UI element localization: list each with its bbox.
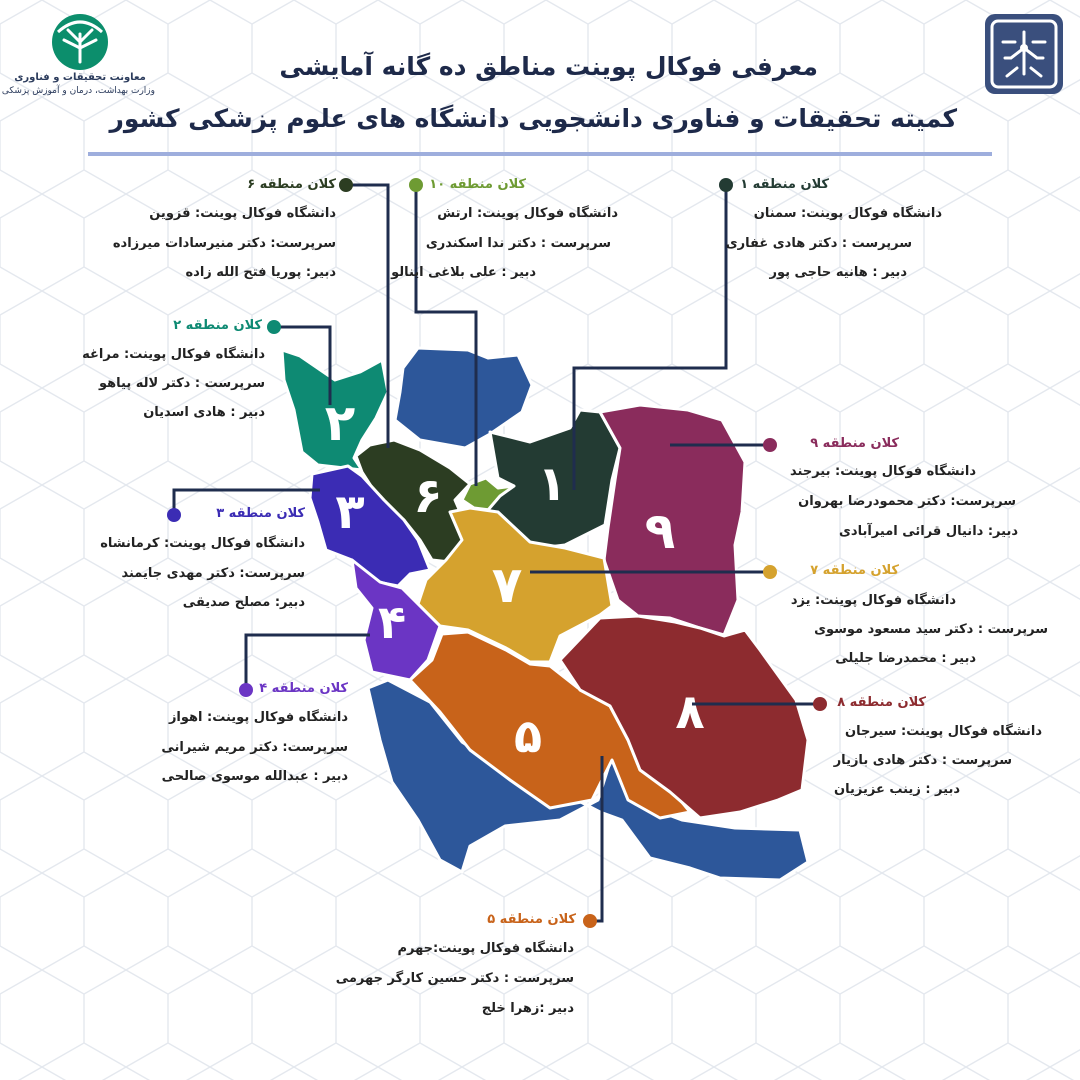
dot-region-4 bbox=[239, 683, 253, 697]
region-2-heading: کلان منطقه ۲ bbox=[173, 318, 262, 333]
region-4-heading: کلان منطقه ۴ bbox=[259, 681, 348, 696]
dot-region-8 bbox=[813, 697, 827, 711]
ministry-logo-line1: معاونت تحقیقات و فناوری bbox=[14, 72, 146, 83]
dot-region-2 bbox=[267, 320, 281, 334]
region-4-supervisor: سرپرست: دکتر مریم شیرانی bbox=[161, 740, 348, 755]
region-1-supervisor: سرپرست : دکتر هادی غفاری bbox=[725, 236, 912, 251]
region-10-secretary: دبیر : علی بلاغی اینالو bbox=[391, 265, 536, 280]
region-8-heading: کلان منطقه ۸ bbox=[837, 695, 926, 710]
region-6-focal: دانشگاه فوکال پوینت: قزوین bbox=[149, 206, 336, 221]
dot-region-5 bbox=[583, 914, 597, 928]
map-number-4: ۴ bbox=[377, 595, 407, 649]
dot-region-1 bbox=[719, 178, 733, 192]
region-5-supervisor: سرپرست : دکتر حسین کارگر جهرمی bbox=[335, 971, 574, 986]
region-9-supervisor: سرپرست: دکتر محمودرضا بهروان bbox=[798, 494, 1016, 509]
region-4-secretary: دبیر : عبدالله موسوی صالحی bbox=[161, 769, 348, 784]
region-9-heading: کلان منطقه ۹ bbox=[810, 436, 899, 451]
map-area-northwest-blue bbox=[395, 348, 532, 448]
region-9-focal: دانشگاه فوکال پوینت: بیرجند bbox=[790, 464, 976, 479]
region-7-focal: دانشگاه فوکال پوینت: یزد bbox=[790, 593, 956, 608]
region-3-supervisor: سرپرست: دکتر مهدی جایمند bbox=[121, 566, 305, 581]
region-5-heading: کلان منطقه ۵ bbox=[487, 912, 576, 927]
dot-region-10 bbox=[409, 178, 423, 192]
map-number-9: ۹ bbox=[644, 502, 676, 560]
dot-region-6 bbox=[339, 178, 353, 192]
dot-region-7 bbox=[763, 565, 777, 579]
region-5-focal: دانشگاه فوکال پوینت:جهرم bbox=[397, 941, 574, 956]
region-2-supervisor: سرپرست : دکتر لاله پیاهو bbox=[99, 376, 265, 391]
map-number-8: ۸ bbox=[675, 684, 705, 740]
region-10-supervisor: سرپرست : دکتر ندا اسکندری bbox=[425, 236, 611, 251]
dot-region-9 bbox=[763, 438, 777, 452]
map-number-6: ۶ bbox=[413, 468, 443, 524]
region-2-focal: دانشگاه فوکال پوینت: مراغه bbox=[82, 347, 265, 362]
region-9-secretary: دبیر: دانیال قرائی امیرآبادی bbox=[839, 524, 1018, 539]
region-7-supervisor: سرپرست : دکتر سید مسعود موسوی bbox=[814, 622, 1048, 637]
ministry-logo-line2: وزارت بهداشت، درمان و آموزش پزشکی bbox=[1, 86, 155, 96]
region-10-heading: کلان منطقه ۱۰ bbox=[429, 177, 526, 192]
map-number-1: ۱ bbox=[537, 456, 567, 512]
map-number-2: ۲ bbox=[324, 394, 356, 452]
region-6-supervisor: سرپرست: دکتر منیرسادات میرزاده bbox=[112, 236, 336, 251]
map-number-7: ۷ bbox=[491, 556, 523, 614]
region-4-focal: دانشگاه فوکال پوینت: اهواز bbox=[168, 710, 348, 725]
region-3-heading: کلان منطقه ۳ bbox=[216, 506, 305, 521]
page-title-line1: معرفی فوکال پوینت مناطق ده گانه آمایشی bbox=[279, 52, 818, 81]
region-8-focal: دانشگاه فوکال پوینت: سیرجان bbox=[844, 724, 1042, 739]
region-8-secretary: دبیر : زینب عزیزیان bbox=[834, 782, 960, 797]
region-6-secretary: دبیر: پوریا فتح الله زاده bbox=[185, 265, 336, 280]
region-5-secretary: دبیر :زهرا خلج bbox=[481, 1001, 574, 1016]
region-3-focal: دانشگاه فوکال پوینت: کرمانشاه bbox=[100, 536, 305, 551]
region-1-secretary: دبیر : هانیه حاجی پور bbox=[769, 265, 907, 280]
region-7-secretary: دبیر : محمدرضا جلیلی bbox=[835, 651, 976, 666]
region-2-secretary: دبیر : هادی اسدیان bbox=[143, 405, 265, 420]
region-1-focal: دانشگاه فوکال پوینت: سمنان bbox=[753, 206, 942, 221]
map-number-3: ۳ bbox=[335, 484, 365, 540]
region-8-supervisor: سرپرست : دکتر هادی بازیار bbox=[833, 753, 1012, 768]
region-1-heading: کلان منطقه ۱ bbox=[740, 177, 829, 192]
dot-region-3 bbox=[167, 508, 181, 522]
region-7-heading: کلان منطقه ۷ bbox=[810, 563, 899, 578]
page-title-line2: کمیته تحقیقات و فناوری دانشجویی دانشگاه های علوم پزشکی کشور bbox=[109, 104, 957, 133]
region-10-focal: دانشگاه فوکال پوینت: ارتش bbox=[437, 206, 618, 221]
region-6-heading: کلان منطقه ۶ bbox=[247, 177, 336, 192]
map-number-5: ۵ bbox=[513, 709, 543, 763]
region-3-secretary: دبیر: مصلح صدیقی bbox=[182, 595, 305, 610]
